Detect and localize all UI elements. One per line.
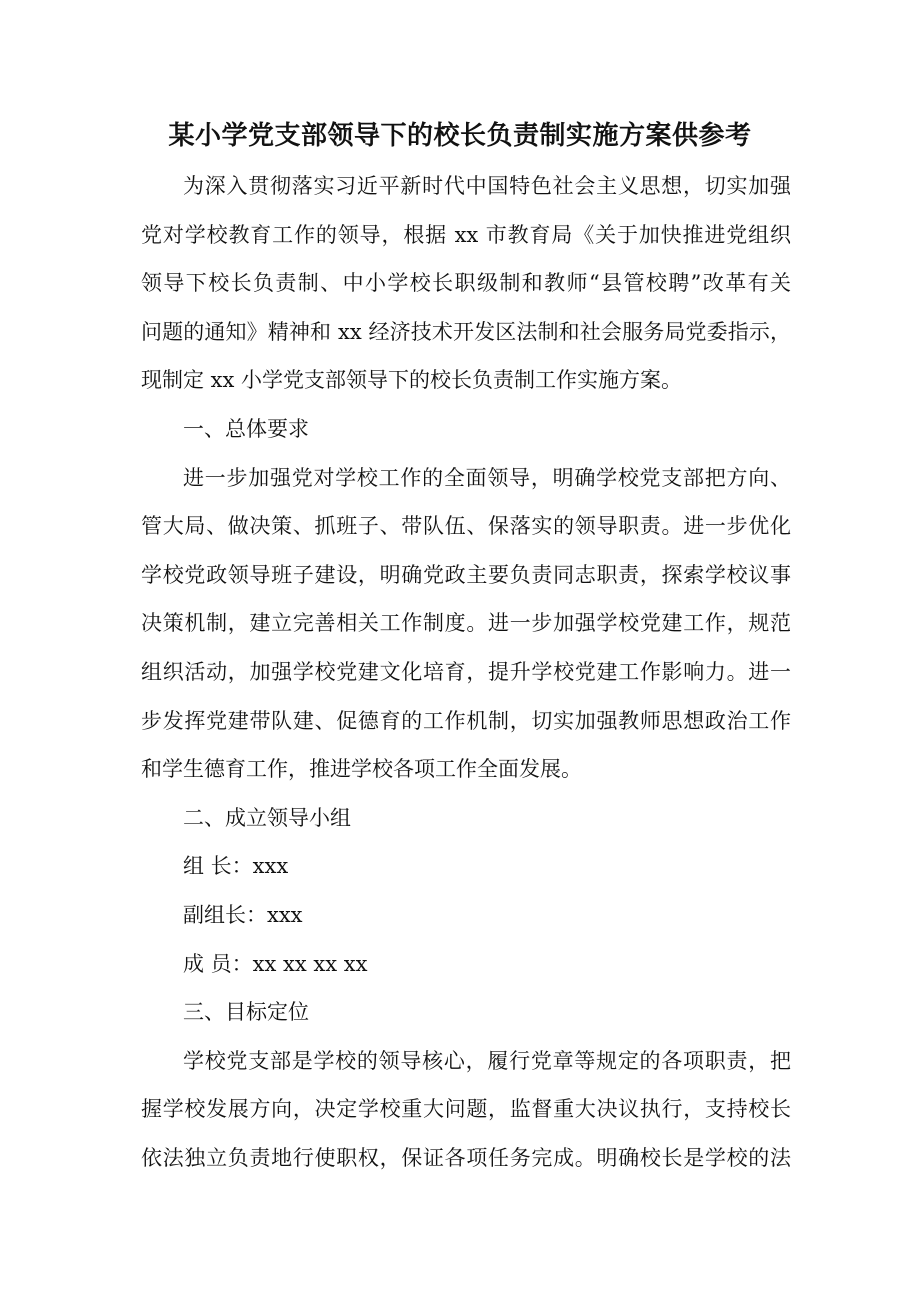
text-line: 学校党支部是学校的领导核心，履行党章等规定的各项职责，把	[183, 1048, 791, 1073]
text-line: 和学生德育工作，推进学校各项工作全面发展。	[141, 757, 582, 782]
text-line: 进一步加强党对学校工作的全面领导，明确学校党支部把方向、	[183, 465, 791, 490]
text-line: 握学校发展方向，决定学校重大问题，监督重大决议执行，支持校长	[141, 1097, 791, 1122]
text-line: 现制定 xx 小学党支部领导下的校长负责制工作实施方案。	[141, 368, 683, 393]
document-body	[141, 162, 791, 1182]
text-line: 三、目标定位	[183, 1000, 309, 1025]
text-line: 为深入贯彻落实习近平新时代中国特色社会主义思想，切实加强	[183, 174, 791, 198]
text-line: 副组长：xxx	[183, 902, 303, 927]
text-line: 领导下校长负责制、中小学校长职级制和教师“县管校聘”改革有关	[141, 271, 791, 296]
text-line: 组织活动，加强学校党建文化培育，提升学校党建工作影响力。进一	[141, 659, 791, 684]
text-line: 一、总体要求	[183, 416, 309, 441]
text-line: 管大局、做决策、抓班子、带队伍、保落实的领导职责。进一步优化	[141, 514, 791, 539]
text-line: 党对学校教育工作的领导，根据 xx 市教育局《关于加快推进党组织	[141, 222, 791, 247]
text-line: 决策机制，建立完善相关工作制度。进一步加强学校党建工作，规范	[141, 611, 791, 636]
text-line: 二、成立领导小组	[183, 805, 351, 830]
text-line: 成 员：xx xx xx xx	[183, 951, 368, 976]
text-line: 问题的通知》精神和 xx 经济技术开发区法制和社会服务局党委指示，	[141, 319, 791, 344]
text-line: 步发挥党建带队建、促德育的工作机制，切实加强教师思想政治工作	[141, 708, 791, 733]
text-line: 学校党政领导班子建设，明确党政主要负责同志职责，探索学校议事	[141, 562, 791, 587]
text-line: 组 长：xxx	[183, 854, 289, 879]
text-line: 依法独立负责地行使职权，保证各项任务完成。明确校长是学校的法	[141, 1145, 791, 1170]
document-title: 某小学党支部领导下的校长负责制实施方案供参考	[168, 121, 752, 151]
